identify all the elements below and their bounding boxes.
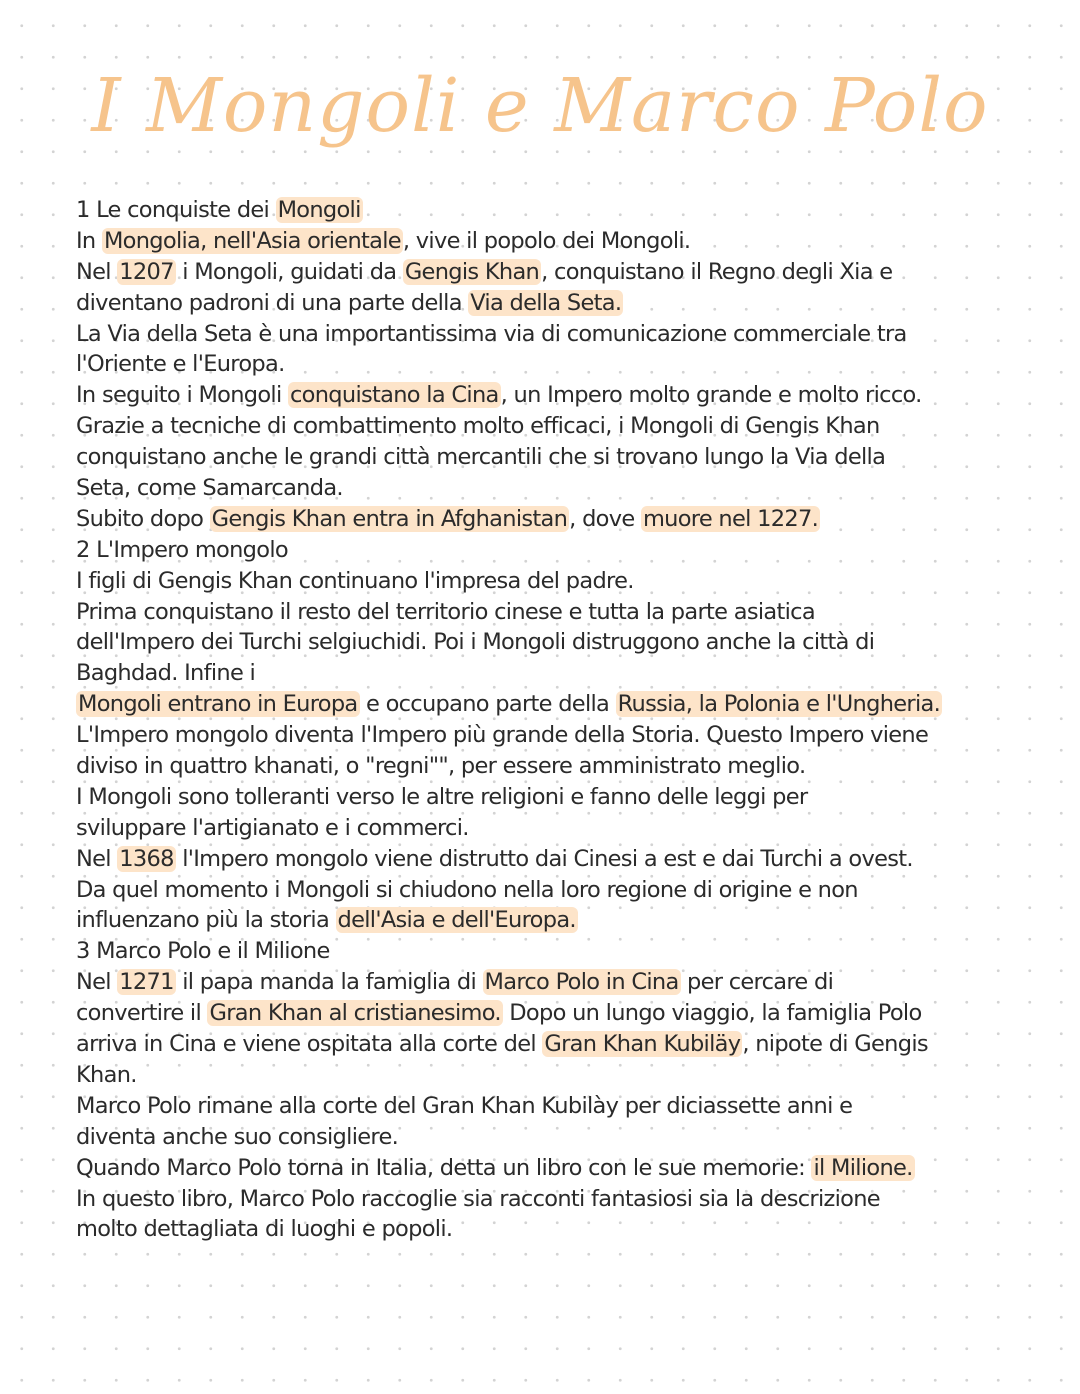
text-segment: 3 Marco Polo e il Milione [76,938,330,965]
text-segment: convertire il [76,1000,208,1027]
text-segment: In seguito i Mongoli [76,382,288,409]
text-line [76,349,1036,380]
text-segment: dell'Impero dei Turchi selgiuchidi. Poi i Mongoli distruggono anche la città di [76,629,875,656]
text-line [76,1214,1036,1245]
text-segment: Dopo un lungo viaggio, la famiglia Polo [502,1000,922,1027]
text-line [76,844,1036,875]
highlighted-text: Gengis Khan [404,258,540,285]
text-segment: per cercare di [680,969,834,996]
text-segment: La Via della Seta è una importantissima via di comunicazione commerciale tra [76,320,907,347]
text-segment: 1 Le conquiste dei [76,197,276,223]
text-line [76,751,1036,782]
highlighted-text: muore nel 1227. [642,505,819,532]
text-segment: molto dettagliata di luoghi e popoli. [76,1216,453,1243]
text-segment: conquistano anche le grandi città mercantili che si trovano lungo la Via della [76,444,886,471]
notes-body [76,195,1036,1245]
text-segment: l'Oriente e l'Europa. [76,351,285,378]
text-line [76,998,1036,1029]
text-segment: Nel [76,969,118,996]
text-segment: il papa manda la famiglia di [175,969,483,996]
text-segment: i Mongoli, guidati da [175,258,403,285]
text-segment: Prima conquistano il resto del territorio cinese e tutta la parte asiatica [76,598,815,625]
text-line [76,658,1036,689]
highlighted-text: Mongoli entrano in Europa [78,691,358,718]
text-line [76,875,1036,906]
section-heading [76,195,1036,226]
text-segment: influenzano più la storia [76,907,336,934]
text-line [76,597,1036,628]
text-segment: In questo libro, Marco Polo raccoglie sia racconti fantasiosi sia la descrizione [76,1185,880,1212]
text-segment: Marco Polo rimane alla corte del Gran Khan Kubilày per diciassette anni e [76,1092,853,1119]
text-line [76,967,1036,998]
text-line [76,411,1036,442]
text-segment: Subito dopo [76,505,210,532]
text-segment: Nel [76,845,118,872]
text-segment: diventano padroni di una parte della [76,289,469,316]
text-line [76,627,1036,658]
highlighted-text: Gran Khan al cristianesimo. [209,1000,501,1027]
text-segment: arriva in Cina e viene ospitata alla corte del [76,1031,543,1058]
text-line [76,1091,1036,1122]
section-heading [76,535,1036,566]
text-line [76,1153,1036,1184]
highlighted-text: Gengis Khan entra in Afghanistan [211,505,568,532]
text-line [76,1029,1036,1060]
text-segment: Da quel momento i Mongoli si chiudono nella loro regione di origine e non [76,876,858,903]
highlighted-text: dell'Asia e dell'Europa. [337,907,576,934]
text-line [76,720,1036,751]
text-line [76,1122,1036,1153]
text-segment: e occupano parte della [359,691,616,718]
text-segment: Baghdad. Infine i [76,660,256,687]
text-segment: , un Impero molto grande e molto ricco. [500,382,922,409]
text-line [76,813,1036,844]
text-line [76,473,1036,504]
page-title: I Mongoli e Marco Polo [91,63,989,149]
highlighted-text: Marco Polo in Cina [484,969,679,996]
highlighted-text: conquistano la Cina [290,382,499,409]
text-segment: diviso in quattro khanati, o "regni"", per essere amministrato meglio. [76,753,806,780]
text-segment: Khan. [76,1061,137,1088]
text-segment: , conquistano il Regno degli Xia e [541,258,893,285]
text-segment: Nel [76,258,118,285]
text-line [76,566,1036,597]
text-segment: Grazie a tecniche di combattimento molto efficaci, i Mongoli di Gengis Khan [76,413,880,440]
text-line [76,442,1036,473]
highlighted-text: Gran Khan Kubiläy [544,1031,741,1058]
text-segment: I Mongoli sono tolleranti verso le altre religioni e fanno delle leggi per [76,783,808,810]
text-line [76,380,1036,411]
text-line [76,905,1036,936]
text-segment: , vive il popolo dei Mongoli. [402,227,691,254]
text-line [76,257,1036,288]
text-segment: I figli di Gengis Khan continuano l'impresa del padre. [76,567,634,594]
text-line [76,1060,1036,1091]
text-segment: Seta, come Samarcanda. [76,475,343,502]
highlighted-text: 1207 [119,258,174,285]
highlighted-text: Russia, la Polonia e l'Ungheria. [617,691,941,718]
text-line [76,504,1036,535]
text-line [76,1184,1036,1215]
highlighted-text: Via della Seta. [470,289,622,316]
section-heading [76,936,1036,967]
highlighted-text: 1368 [119,845,174,872]
text-line [76,689,1036,720]
text-line [76,319,1036,350]
text-segment: L'Impero mongolo diventa l'Impero più grande della Storia. Questo Impero viene [76,722,929,749]
text-line [76,226,1036,257]
text-segment: l'Impero mongolo viene distrutto dai Cinesi a est e dai Turchi a ovest. [175,845,913,872]
text-segment: , nipote di Gengis [742,1031,928,1058]
text-segment: Quando Marco Polo torna in Italia, detta un libro con le sue memorie: [76,1154,812,1181]
text-segment: diventa anche suo consigliere. [76,1123,399,1150]
text-segment: In [76,227,102,254]
highlighted-text: Mongolia, nell'Asia orientale [103,227,401,254]
text-line [76,782,1036,813]
text-line [76,288,1036,319]
highlighted-text: Mongoli [277,197,361,223]
highlighted-text: 1271 [119,969,174,996]
text-segment: sviluppare l'artigianato e i commerci. [76,814,469,841]
highlighted-text: il Milione. [813,1154,913,1181]
text-segment: 2 L'Impero mongolo [76,536,288,563]
text-segment: , dove [569,505,641,532]
